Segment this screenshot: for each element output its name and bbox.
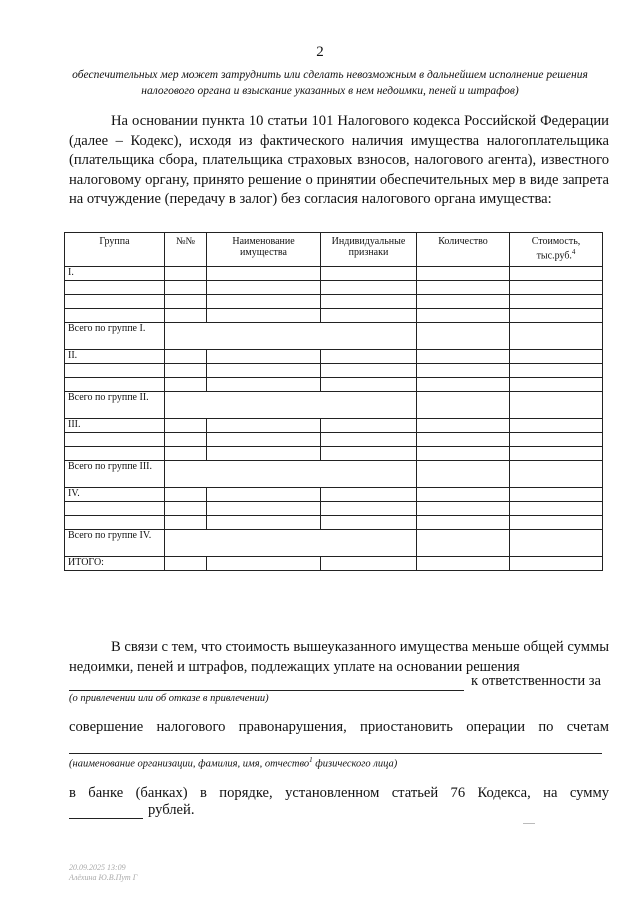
group-total-row bbox=[65, 323, 603, 350]
group-label: IV. bbox=[65, 488, 165, 502]
group-total-row bbox=[65, 461, 603, 488]
header-group: Группа bbox=[65, 233, 165, 267]
group-total-row bbox=[65, 530, 603, 557]
group-total-label: Всего по группе II. bbox=[65, 392, 165, 419]
group-label: III. bbox=[65, 419, 165, 433]
decision-blank-line bbox=[69, 690, 464, 691]
header-features: Индивидуальные признаки bbox=[321, 233, 417, 267]
grand-total-row bbox=[65, 557, 603, 571]
paragraph-consequence: В связи с тем, что стоимость вышеуказанного имущества меньше общей суммы недоимки, пеней и штрафов, подлежащих уплате на основании решения bbox=[69, 639, 609, 675]
table-row bbox=[65, 267, 603, 281]
table-row bbox=[65, 516, 603, 530]
footer-name: Алёхина Ю.В.Пут Г bbox=[69, 873, 138, 882]
rubles-label: рублей. bbox=[148, 802, 195, 818]
table-row bbox=[65, 364, 603, 378]
table-row bbox=[65, 378, 603, 392]
paragraph-basis: На основании пункта 10 статьи 101 Налогового кодекса Российской Федерации (далее – Кодекс), исходя из фактического наличия имущества налогоплательщика (плательщика сбора, плательщика страховых взносов, налогового агента), известного налоговому органу, принято решение о принятии обеспечительных мер в виде запрета на отчуждение (передачу в залог) без согласия налогового органа имущества: bbox=[69, 113, 609, 207]
table-row bbox=[65, 281, 603, 295]
group-total-label: Всего по группе I. bbox=[65, 323, 165, 350]
property-table bbox=[64, 232, 603, 571]
header-quantity: Количество bbox=[417, 233, 510, 267]
bank-line: в банке (банках) в порядке, установленном статьей 76 Кодекса, на сумму bbox=[69, 785, 609, 801]
stray-mark bbox=[523, 823, 535, 824]
table-row bbox=[65, 309, 603, 323]
group-label: II. bbox=[65, 350, 165, 364]
footnote-marker: 4 bbox=[571, 248, 576, 256]
group-label: I. bbox=[65, 267, 165, 281]
responsibility-suffix: к ответственности за bbox=[471, 673, 602, 689]
header-name: Наименование имущества bbox=[207, 233, 321, 267]
table-header-row bbox=[65, 233, 603, 267]
group-total-label: Всего по группе III. bbox=[65, 461, 165, 488]
header-cost: Стоимость, тыс.руб.$^4$ bbox=[510, 233, 603, 267]
org-blank-line bbox=[69, 753, 602, 754]
table-row bbox=[65, 447, 603, 461]
note-decision: (о привлечении или об отказе в привлечении) bbox=[69, 693, 269, 704]
table-row bbox=[65, 488, 603, 502]
amount-blank-line bbox=[69, 818, 143, 819]
offense-line: совершение налогового правонарушения, приостановить операции по счетам bbox=[69, 719, 609, 735]
intro-italic-text: обеспечительных мер может затруднить или сделать невозможным в дальнейшем исполнение решения налогового органа и взыскание указанных в нем недоимки, пеней и штрафов) bbox=[72, 69, 588, 97]
page-number: 2 bbox=[316, 44, 324, 60]
footer-date: 20.09.2025 13:09 bbox=[69, 863, 126, 872]
group-total-row bbox=[65, 392, 603, 419]
table-row bbox=[65, 350, 603, 364]
note-organization: (наименование организации, фамилия, имя, отчество$^1$ физического лица) bbox=[69, 756, 398, 770]
group-total-label: Всего по группе IV. bbox=[65, 530, 165, 557]
table-row bbox=[65, 433, 603, 447]
table-row bbox=[65, 419, 603, 433]
header-number: №№ bbox=[165, 233, 207, 267]
table-row bbox=[65, 295, 603, 309]
table-row bbox=[65, 502, 603, 516]
grand-total-label: ИТОГО: bbox=[65, 557, 165, 571]
